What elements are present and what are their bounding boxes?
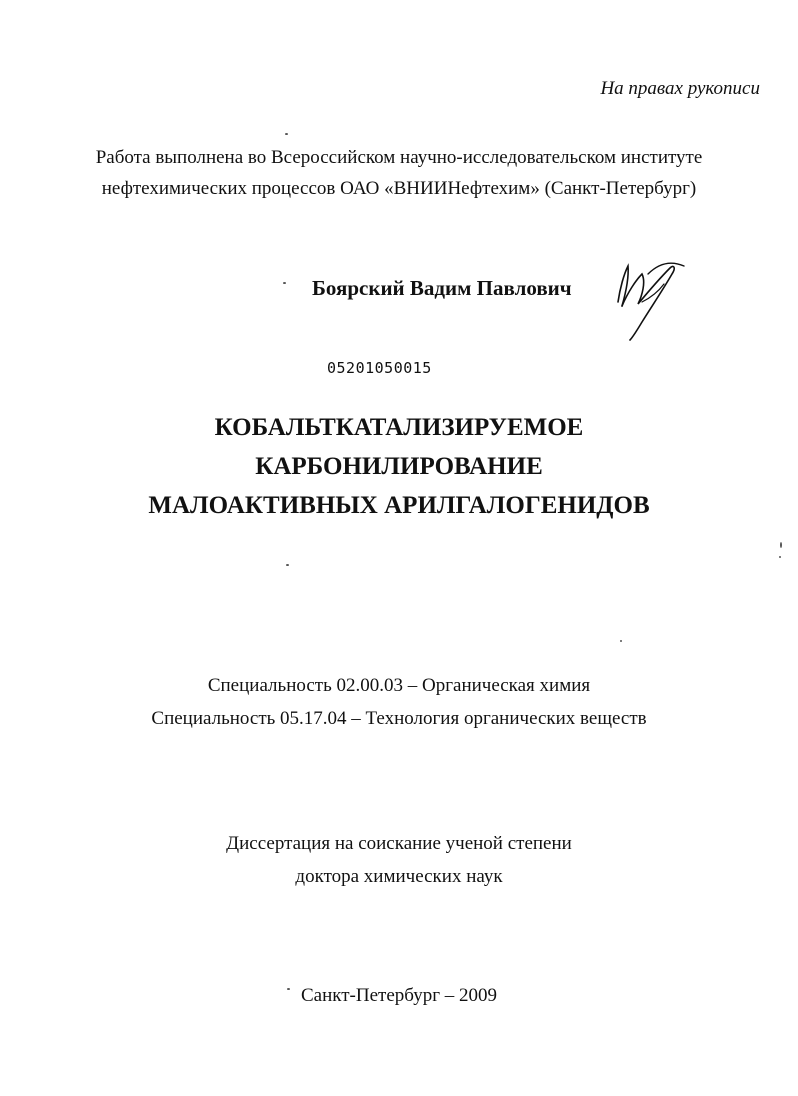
speciality-line-1: Специальность 02.00.03 – Органическая химия (207, 675, 591, 696)
scan-speck (780, 542, 782, 548)
degree-line-1: Диссертация на соискание ученой степени (226, 833, 572, 854)
scan-speck (283, 282, 286, 284)
scan-speck (620, 640, 622, 642)
author-name: Боярский Вадим Павлович (312, 276, 572, 300)
title-line-3: МАЛОАКТИВНЫХ АРИЛГАЛОГЕНИДОВ (148, 492, 650, 519)
dissertation-title (0, 408, 798, 525)
title-line-2: КАРБОНИЛИРОВАНИЕ (255, 453, 543, 480)
catalog-number: 05201050015 (327, 359, 432, 377)
scan-speck (285, 133, 288, 135)
institute-line-1: Работа выполнена во Всероссийском научно-исследовательском институте (95, 147, 703, 168)
author-signature-icon (612, 244, 692, 344)
specialities-block (0, 669, 798, 735)
institute-block (0, 142, 798, 204)
scan-speck (286, 564, 289, 566)
institute-line-2: нефтехимических процессов ОАО «ВНИИНефтехим» (Санкт-Петербург) (101, 178, 697, 199)
scan-speck (779, 556, 781, 558)
speciality-line-2: Специальность 05.17.04 – Технология органических веществ (151, 708, 647, 729)
degree-statement (0, 827, 798, 893)
degree-line-2: доктора химических наук (295, 866, 503, 887)
title-line-1: КОБАЛЬТКАТАЛИЗИРУЕМОЕ (214, 414, 584, 441)
scan-speck (287, 988, 290, 990)
place-and-year: Санкт-Петербург – 2009 (300, 985, 497, 1006)
manuscript-rights-note: На правах рукописи (600, 78, 760, 99)
